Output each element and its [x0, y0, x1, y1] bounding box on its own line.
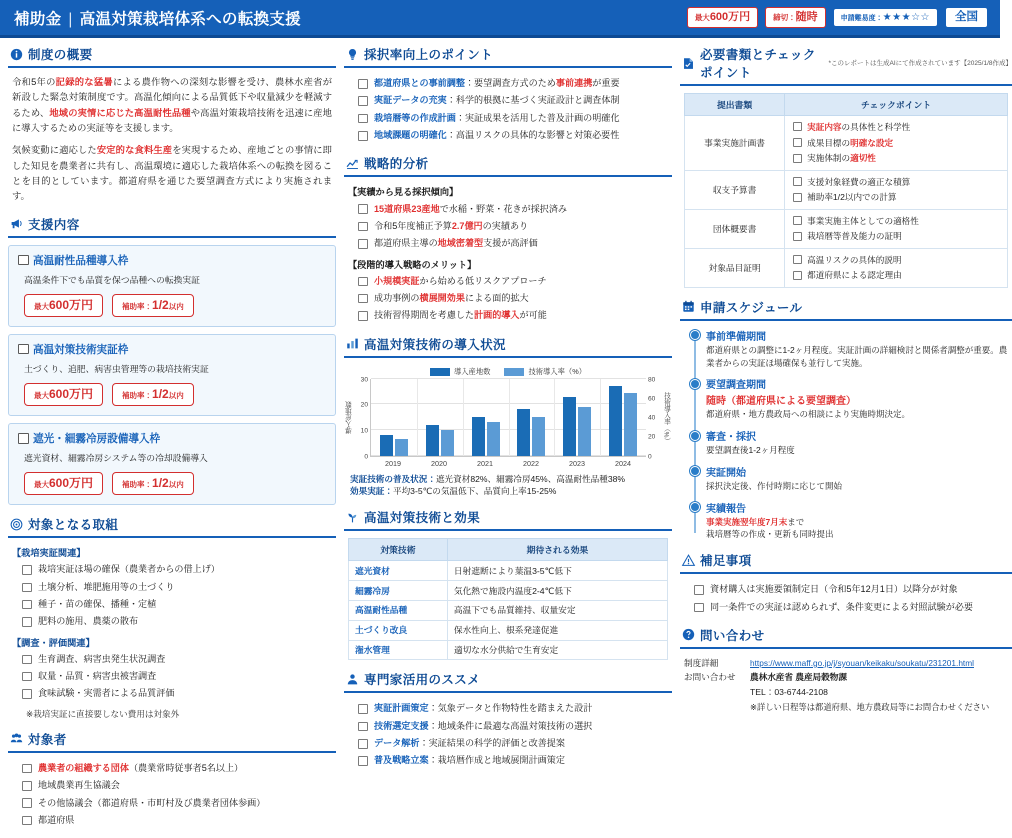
- chart-y-tick-right: 80: [648, 376, 656, 384]
- column-header-tech: 対策技術: [349, 539, 448, 561]
- chart-y-axis-label-right: 技術導入率（%）: [662, 391, 670, 444]
- chart-y-tick-right: 20: [648, 433, 656, 441]
- cell-tech: 高温耐性品種: [349, 600, 448, 620]
- schedule-timeline: [690, 328, 1012, 541]
- points-list: [358, 75, 672, 144]
- list-item[interactable]: 小規模実証から始める低リスクアプローチ: [358, 273, 672, 290]
- legend-swatch: [430, 368, 450, 376]
- section-title-support: 支援内容: [28, 217, 80, 232]
- sprout-icon: [346, 511, 359, 524]
- timeline-title: 事前準備期間: [706, 331, 766, 343]
- section-header-support: [8, 214, 336, 238]
- section-title-strategy: 戦略的分析: [364, 157, 429, 172]
- chart-bar-group: [509, 379, 555, 456]
- badge-max-amount: 最大 600万円: [687, 7, 758, 27]
- section-header-overview: [8, 44, 336, 68]
- targets-group2-label: 【調査・評価関連】: [12, 637, 95, 648]
- support-rate-pill: 補助率： 1/2 以内: [112, 383, 194, 406]
- section-chart: [344, 334, 672, 499]
- list-item[interactable]: 高温リスクの具体的説明: [793, 252, 1001, 268]
- contact-url-value: [750, 656, 974, 671]
- strategy-group1-list: [358, 200, 672, 252]
- cell-document: 収支予算書: [685, 170, 785, 209]
- legend-item-series1: [430, 367, 490, 377]
- chart-bar-series2: [578, 407, 591, 455]
- section-header-chart: [344, 334, 672, 358]
- list-item[interactable]: 令和5年度補正予算2.7億円の実績あり: [358, 218, 672, 235]
- table-row: [349, 620, 668, 640]
- section-experts: [344, 669, 672, 769]
- cell-effect: 適切な水分供給で生育安定: [447, 640, 667, 660]
- cell-checkpoints: [785, 248, 1008, 287]
- column-header-checkpoint: チェックポイント: [785, 94, 1008, 116]
- support-card-title: 遮光・細霧冷房設備導入枠: [18, 431, 326, 446]
- chart-container: [344, 365, 672, 499]
- chart-x-tick: 2023: [569, 458, 585, 468]
- contact-info-value: [750, 670, 989, 713]
- list-item[interactable]: 実証データの充実：科学的根拠に基づく実証設計と調査体制: [358, 92, 672, 109]
- legend-item-series2: [504, 367, 586, 377]
- page-title-main: 補助金: [14, 10, 62, 28]
- section-contact: [680, 625, 1012, 714]
- list-item[interactable]: 補助率1/2以内での計算: [793, 190, 1001, 206]
- timeline-item: [706, 500, 1012, 542]
- table-row: [685, 116, 1008, 171]
- timeline-deadline: 事業実施翌年度7月末まで: [706, 516, 805, 527]
- timeline-desc: 都道府県との調整に1-2ヶ月程度。実証計画の詳細検討と関係者調整が重要。農業者からの実証ほ場確保も並行して実施。: [706, 344, 1008, 368]
- warning-icon: [682, 554, 695, 567]
- chart-y-axis-label: 導入産地数: [346, 401, 354, 435]
- section-overview: [8, 44, 336, 205]
- table-row: [349, 640, 668, 660]
- chart-bar-series1: [609, 386, 622, 455]
- legend-label: 導入産地数: [453, 366, 491, 376]
- section-schedule: [680, 297, 1012, 541]
- list-item[interactable]: 都道府県: [22, 812, 336, 829]
- list-item[interactable]: 農業者の組織する団体（農業常時従事者5名以上）: [22, 760, 336, 777]
- timeline-desc: 都道府県・地方農政局への相談により実施時期決定。: [706, 409, 911, 420]
- targets-group1-label: 【栽培実証関連】: [12, 548, 86, 559]
- section-header-contact: [680, 625, 1012, 649]
- bar-chart-icon: [346, 337, 359, 350]
- chart-bar-group: [554, 379, 600, 456]
- column-header-effect: 期待される効果: [447, 539, 667, 561]
- cell-tech: 土づくり改良: [349, 620, 448, 640]
- section-title-docs: 必要書類とチェックポイント: [700, 48, 816, 80]
- cell-document: 対象品目証明: [685, 248, 785, 287]
- chart-legend: [346, 367, 670, 377]
- list-item[interactable]: 都道府県による認定理由: [793, 268, 1001, 284]
- chart-note-2: 効果実証：平均3-5℃の気温低下、品質向上率15-25%: [350, 486, 557, 497]
- list-item[interactable]: 技術選定支援：地域条件に最適な高温対策技術の選択: [358, 718, 672, 735]
- overview-paragraph-2: 気候変動に適応した安定的な食料生産を実現するため、産地ごとの事情に即した知見を農業者に共有し、高温環境に適応した栽培体系への転換を図ることを目的としています。都道府県を通じた要望調査方式により実施されます。: [12, 145, 332, 202]
- section-tech-table: [344, 507, 672, 660]
- chart-bar-series1: [426, 425, 439, 456]
- chart-y-tick: 10: [360, 427, 368, 435]
- section-eligible: [8, 729, 336, 829]
- section-header-eligible: [8, 729, 336, 753]
- section-header-supplement: [680, 550, 1012, 574]
- question-circle-icon: [682, 628, 695, 641]
- targets-group1-list: [22, 561, 336, 630]
- chart-bar-series1: [517, 409, 530, 455]
- chart-bar-group: [371, 379, 417, 456]
- section-header-tech-table: [344, 507, 672, 531]
- badge-difficulty: 申請難易度： ★★★☆☆: [833, 8, 938, 27]
- table-row: [349, 561, 668, 581]
- list-item[interactable]: 地域課題の明確化：高温リスクの具体的な影響と対策必要性: [358, 127, 672, 144]
- timeline-desc: 採択決定後、作付時期に応じて開始: [706, 480, 843, 491]
- section-header-docs: [680, 44, 1012, 86]
- left-column: [8, 44, 336, 838]
- contact-info-row: [684, 670, 1012, 713]
- list-item[interactable]: 栽培暦等の作成計画：実証成果を活用した普及計画の明確化: [358, 110, 672, 127]
- document-check-icon: [682, 57, 695, 70]
- section-title-schedule: 申請スケジュール: [700, 300, 803, 315]
- megaphone-icon: [10, 217, 23, 230]
- header-badges: [687, 7, 988, 28]
- cell-checkpoints: [785, 116, 1008, 171]
- chart-y-tick: 20: [360, 401, 368, 409]
- chart-bar-group: [463, 379, 509, 456]
- page-title: [14, 7, 301, 29]
- chart-x-tick: 2019: [385, 458, 401, 468]
- timeline-item: [706, 328, 1012, 370]
- right-column: [680, 44, 1012, 838]
- chart-y-tick: 0: [364, 453, 368, 461]
- support-card-desc: 遮光資材、細霧冷房システム等の冷却設備導入: [24, 453, 208, 463]
- timeline-title: 要望調査期間: [706, 380, 766, 392]
- chart-y-tick: 30: [360, 376, 368, 384]
- chart-bar-series1: [380, 435, 393, 456]
- chart-bar-series1: [472, 417, 485, 456]
- section-targets: [8, 514, 336, 720]
- support-amount-pill: 最大 600万円: [24, 383, 103, 406]
- list-item[interactable]: 技術習得期間を考慮した計画的導入が可能: [358, 307, 672, 324]
- chart-bar-group: [417, 379, 463, 456]
- timeline-item: [706, 428, 1012, 457]
- overview-paragraph-1: 令和5年の記録的な猛暑による農作物への深刻な影響を受け、農林水産省が新設した緊急対策制度です。高温化傾向による品質低下や収量減少を軽減するため、地域の実情に応じた高温耐性品種や高温対策栽培技術を迅速に産地に導入するための実証等を支援します。: [12, 77, 332, 133]
- list-item[interactable]: 同一条件での実証は認められず、条件変更による対照試験が必要: [694, 599, 1012, 616]
- list-item[interactable]: 事業実施主体としての適格性: [793, 213, 1001, 229]
- list-item[interactable]: 実証計画策定：気象データと作物特性を踏まえた設計: [358, 700, 672, 717]
- badge-deadline: 締切： 随時: [765, 7, 826, 27]
- support-card-title: 高温耐性品種導入枠: [18, 253, 326, 268]
- chart-notes: [350, 473, 668, 499]
- legend-swatch: [504, 368, 524, 376]
- list-item[interactable]: データ解析：実証結果の科学的評価と改善提案: [358, 735, 672, 752]
- list-item[interactable]: 都道府県主導の地域密着型支援が高評価: [358, 235, 672, 252]
- section-title-contact: 問い合わせ: [700, 628, 765, 643]
- chart-bar-series1: [563, 397, 576, 456]
- timeline-title: 実証開始: [706, 467, 746, 479]
- experts-list: [358, 700, 672, 769]
- section-title-points: 採択率向上のポイント: [364, 48, 494, 62]
- chart-x-tick: 2020: [431, 458, 447, 468]
- cell-tech: 遮光資材: [349, 561, 448, 581]
- table-row: [685, 170, 1008, 209]
- cell-effect: 高温下でも品質維持、収量安定: [447, 600, 667, 620]
- table-row: [349, 581, 668, 601]
- chart-bar-series2: [624, 393, 637, 456]
- list-item[interactable]: 肥料の施用、農薬の散布: [22, 613, 336, 630]
- page-header: [0, 0, 1000, 38]
- contact-note: ※詳しい日程等は都道府県、地方農政局等にお問合わせください: [750, 701, 990, 712]
- table-row: [349, 600, 668, 620]
- section-title-experts: 専門家活用のススメ: [364, 673, 481, 688]
- list-item[interactable]: 成果目標の明確な設定: [793, 135, 1001, 151]
- chart-x-tick: 2021: [477, 458, 493, 468]
- list-item[interactable]: 普及戦略立案：栽培暦作成と地域展開計画策定: [358, 752, 672, 769]
- chart-bar-series2: [532, 417, 545, 456]
- cell-document: 事業実施計画書: [685, 116, 785, 171]
- cell-tech: 細霧冷房: [349, 581, 448, 601]
- list-item[interactable]: 栽培実証ほ場の確保（農業者からの借上げ）: [22, 561, 336, 578]
- support-card-desc: 高温条件下でも品質を保つ品種への転換実証: [24, 274, 200, 285]
- section-header-strategy: [344, 153, 672, 177]
- chart-bar-series2: [487, 422, 500, 456]
- list-item[interactable]: 15道府県23産地で水稲・野菜・花きが採択済み: [358, 200, 672, 217]
- calendar-icon: [682, 300, 695, 313]
- strategy-group2-list: [358, 273, 672, 325]
- section-header-points: [344, 44, 672, 68]
- contact-tel: TEL：03-6744-2108: [750, 687, 828, 698]
- chart-x-tick-labels: [370, 459, 646, 468]
- cell-effect: 保水性向上、根系発達促進: [447, 620, 667, 640]
- section-docs: [680, 44, 1012, 288]
- list-item[interactable]: 資材購入は実施要領制定日（令和5年12月1日）以降分が対象: [694, 581, 1012, 598]
- legend-label: 技術導入率（%）: [528, 366, 587, 376]
- strategy-group2-label: 【段階的導入戦略のメリット】: [348, 259, 477, 270]
- table-row: [685, 209, 1008, 248]
- support-rate-pill: 補助率： 1/2 以内: [112, 294, 194, 317]
- support-rate-pill: 補助率： 1/2 以内: [112, 472, 194, 495]
- timeline-highlight: 随時（都道府県による要望調査）: [706, 396, 856, 408]
- strategy-group1-label: 【実績から見る採択傾向】: [348, 187, 459, 198]
- column-header-document: 提出書類: [685, 94, 785, 116]
- chart-bar-series2: [395, 439, 408, 455]
- list-item[interactable]: 生育調査、病害虫発生状況調査: [22, 651, 336, 668]
- table-header-row: [685, 94, 1008, 116]
- list-item[interactable]: 種子・苗の確保、播種・定植: [22, 596, 336, 613]
- chart-y-ticks-right: [646, 376, 661, 461]
- chart-y-tick-right: 40: [648, 414, 656, 422]
- chart-y-tick-right: 0: [648, 453, 652, 461]
- contact-info-label: お問い合わせ: [684, 672, 736, 683]
- support-card-pills: [18, 383, 326, 406]
- chart-y-ticks-left: [355, 376, 370, 461]
- targets-note: ※栽培実証に直接要しない費用は対象外: [26, 708, 180, 719]
- table-row: [685, 248, 1008, 287]
- section-title-chart: 高温対策技術の導入状況: [364, 337, 506, 352]
- chart-bar-series2: [441, 430, 454, 456]
- section-support: [8, 214, 336, 506]
- list-item[interactable]: 支援対象経費の適正な積算: [793, 174, 1001, 190]
- section-title-supplement: 補足事項: [700, 554, 752, 569]
- supplement-list: [694, 581, 1012, 616]
- list-item[interactable]: 地域農業再生協議会: [22, 777, 336, 794]
- badge-area: 全国: [945, 7, 988, 28]
- support-card: [8, 334, 336, 416]
- person-icon: [346, 673, 359, 686]
- required-documents-table: [684, 93, 1008, 288]
- cell-document: 団体概要書: [685, 209, 785, 248]
- trend-chart-icon: [346, 157, 359, 170]
- page-title-sub: 高温対策栽培体系への転換支援: [79, 10, 301, 28]
- section-strategy: [344, 153, 672, 324]
- support-card-pills: [18, 294, 326, 317]
- timeline-desc: 栽培暦等の作成・更新も同時提出: [706, 529, 834, 540]
- support-card-pills: [18, 472, 326, 495]
- support-amount-pill: 最大 600万円: [24, 472, 103, 495]
- chart-note-1: 実証技術の普及状況：遮光資材82%、細霧冷房45%、高温耐性品種38%: [350, 473, 626, 484]
- section-title-targets: 対象となる取組: [28, 518, 119, 533]
- list-item[interactable]: その他協議会（都道府県・市町村及び農業者団体参画）: [22, 794, 336, 811]
- support-card-title: 高温対策技術実証枠: [18, 342, 326, 357]
- chart-x-tick: 2024: [615, 458, 631, 468]
- page-title-separator: |: [68, 10, 73, 28]
- target-icon: [10, 518, 23, 531]
- lightbulb-icon: [346, 48, 359, 61]
- section-title-overview: 制度の概要: [28, 48, 93, 62]
- tech-effect-table: [348, 538, 668, 660]
- timeline-item: [706, 376, 1012, 421]
- section-supplement: [680, 550, 1012, 616]
- timeline-title: 審査・採択: [706, 432, 756, 444]
- people-icon: [10, 732, 23, 745]
- section-header-targets: [8, 514, 336, 538]
- contact-url-label: 制度詳細: [684, 657, 719, 668]
- chart-bar-group: [600, 379, 646, 456]
- timeline-title: 実績報告: [706, 503, 746, 515]
- timeline-item: [706, 464, 1012, 493]
- list-item[interactable]: 実証内容の具体性と科学性: [793, 119, 1001, 135]
- support-card: [8, 423, 336, 505]
- eligible-list: [22, 760, 336, 829]
- list-item[interactable]: 成功事例の横展開効果による面的拡大: [358, 290, 672, 307]
- chart-bars: [370, 379, 646, 457]
- list-item[interactable]: 栽培暦等普及能力の証明: [793, 229, 1001, 245]
- cell-checkpoints: [785, 209, 1008, 248]
- chart-plot-area: [346, 376, 670, 461]
- list-item[interactable]: 都道府県との事前調整：要望調査方式のため事前連携が重要: [358, 75, 672, 92]
- cell-tech: 潅水管理: [349, 640, 448, 660]
- contact-org: 農林水産省 農産局穀物課: [750, 672, 847, 683]
- ai-generated-note: *このレポートは生成AIにて作成されています【2025/1/8作成】: [828, 59, 1012, 67]
- program-detail-link[interactable]: https://www.maff.go.jp/j/syouan/keikaku/soukatu/231201.html: [750, 657, 974, 668]
- support-amount-pill: 最大 600万円: [24, 294, 103, 317]
- cell-checkpoints: [785, 170, 1008, 209]
- difficulty-stars: ★★★☆☆: [882, 11, 930, 23]
- chart-y-tick-right: 60: [648, 395, 656, 403]
- cell-effect: 日射遮断により葉温3-5℃低下: [447, 561, 667, 581]
- info-icon: [10, 48, 23, 61]
- contact-url-row: [684, 656, 1012, 671]
- section-header-experts: [344, 669, 672, 693]
- content-columns: [0, 38, 1012, 838]
- section-points: [344, 44, 672, 144]
- targets-group2-list: [22, 651, 336, 703]
- list-item[interactable]: 土壌分析、堆肥施用等の土づくり: [22, 579, 336, 596]
- list-item[interactable]: 実施体制の適切性: [793, 151, 1001, 167]
- section-title-eligible: 対象者: [28, 732, 67, 747]
- list-item[interactable]: 収量・品質・病害虫被害調査: [22, 668, 336, 685]
- section-title-tech-table: 高温対策技術と効果: [364, 511, 481, 526]
- support-card: [8, 245, 336, 327]
- list-item[interactable]: 食味試験・実需者による品質評価: [22, 685, 336, 702]
- cell-effect: 気化熱で施設内温度2-4℃低下: [447, 581, 667, 601]
- timeline-desc: 要望調査後1-2ヶ月程度: [706, 445, 795, 456]
- middle-column: [344, 44, 672, 838]
- table-header-row: [349, 539, 668, 561]
- chart-x-tick: 2022: [523, 458, 539, 468]
- section-header-schedule: [680, 297, 1012, 321]
- support-card-desc: 土づくり、追肥、病害虫管理等の栽培技術実証: [24, 363, 209, 374]
